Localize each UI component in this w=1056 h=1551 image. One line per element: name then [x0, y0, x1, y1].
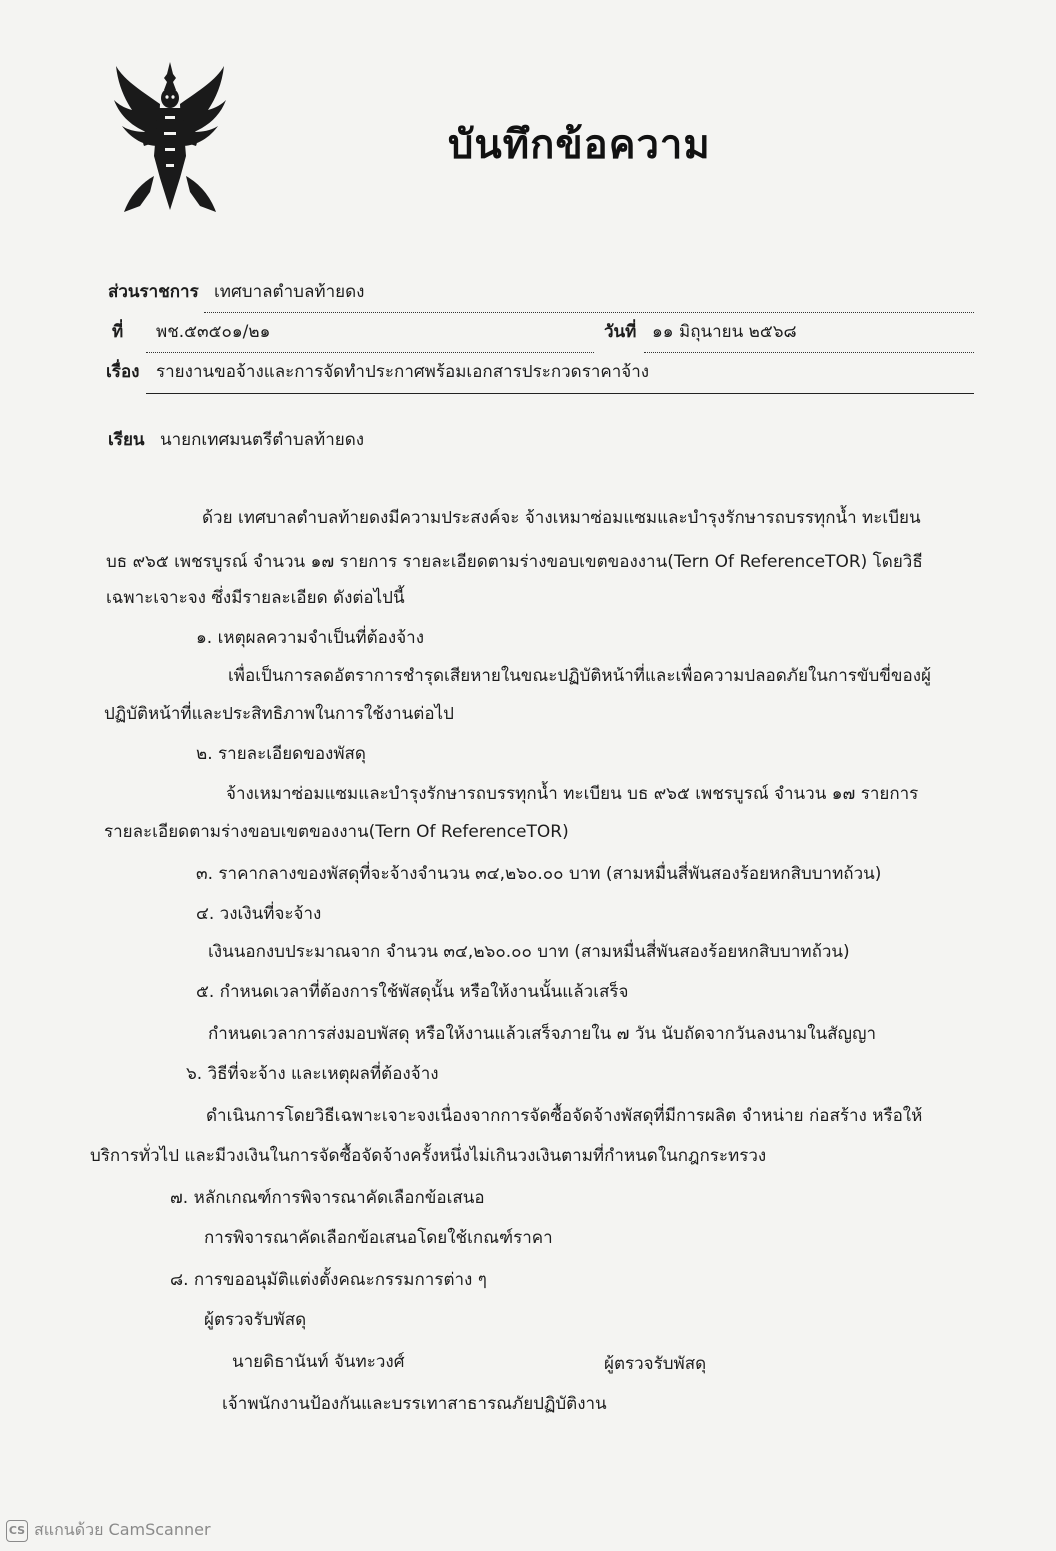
memo-title: บันทึกข้อความ [448, 122, 711, 168]
section-8-person: นายดิธานันท์ จันทะวงศ์ [232, 1352, 405, 1372]
section-1-line-2: ปฏิบัติหน้าที่และประสิทธิภาพในการใช้งานต่อไป [104, 704, 454, 724]
camscanner-logo-icon: CS [6, 1520, 28, 1542]
section-7-heading: ๗. หลักเกณฑ์การพิจารณาคัดเลือกข้อเสนอ [170, 1188, 485, 1208]
subject-line [146, 393, 974, 394]
section-8-role: ผู้ตรวจรับพัสดุ [604, 1354, 707, 1374]
section-1-heading: ๑. เหตุผลความจำเป็นที่ต้องจ้าง [196, 628, 424, 648]
section-8-sub: ผู้ตรวจรับพัสดุ [204, 1310, 307, 1330]
section-8-position: เจ้าพนักงานป้องกันและบรรเทาสาธารณภัยปฏิบัติงาน [222, 1394, 607, 1414]
garuda-emblem-icon [110, 60, 230, 220]
subject-label: เรื่อง [106, 362, 140, 382]
section-3-heading: ๓. ราคากลางของพัสดุที่จะจ้างจำนวน ๓๔,๒๖๐.๐๐ บาท (สามหมื่นสี่พันสองร้อยหกสิบบาทถ้วน) [196, 864, 882, 884]
section-1-line-1: เพื่อเป็นการลดอัตราการชำรุดเสียหายในขณะปฏิบัติหน้าที่และเพื่อความปลอดภัยในการขับขี่ของผู้ [228, 666, 931, 686]
ref-label: ที่ [112, 322, 124, 342]
section-7-line-1: การพิจารณาคัดเลือกข้อเสนอโดยใช้เกณฑ์ราคา [204, 1228, 553, 1248]
camscanner-watermark [6, 1518, 211, 1543]
section-5-heading: ๕. กำหนดเวลาที่ต้องการใช้พัสดุนั้น หรือให้งานนั้นแล้วเสร็จ [196, 982, 629, 1002]
department-value: เทศบาลตำบลท้ายดง [214, 282, 365, 302]
section-6-line-2: บริการทั่วไป และมีวงเงินในการจัดซื้อจัดจ้างครั้งหนึ่งไม่เกินวงเงินตามที่กำหนดในกฎกระทรวง [90, 1146, 767, 1166]
intro-line-1: ด้วย เทศบาลตำบลท้ายดงมีความประสงค์จะ จ้างเหมาซ่อมแซมและบำรุงรักษารถบรรทุกน้ำ ทะเบียน [202, 508, 921, 528]
section-4-line-1: เงินนอกงบประมาณจาก จำนวน ๓๔,๒๖๐.๐๐ บาท (สามหมื่นสี่พันสองร้อยหกสิบบาทถ้วน) [208, 942, 850, 962]
section-2-line-2: รายละเอียดตามร่างขอบเขตของงาน(Tern Of ReferenceTOR) [104, 822, 569, 842]
section-2-line-1: จ้างเหมาซ่อมแซมและบำรุงรักษารถบรรทุกน้ำ ทะเบียน บธ ๙๖๕ เพชรบูรณ์ จำนวน ๑๗ รายการ [226, 784, 919, 804]
section-8-heading: ๘. การขออนุมัติแต่งตั้งคณะกรรมการต่าง ๆ [170, 1270, 487, 1290]
camscanner-text: สแกนด้วย CamScanner [34, 1520, 211, 1539]
section-4-heading: ๔. วงเงินที่จะจ้าง [196, 904, 322, 924]
section-5-line-1: กำหนดเวลาการส่งมอบพัสดุ หรือให้งานแล้วเสร็จภายใน ๗ วัน นับถัดจากวันลงนามในสัญญา [208, 1024, 877, 1044]
subject-value: รายงานขอจ้างและการจัดทำประกาศพร้อมเอกสารประกวดราคาจ้าง [156, 362, 650, 382]
date-line [644, 352, 974, 353]
date-label: วันที่ [604, 322, 637, 342]
intro-line-3: เฉพาะเจาะจง ซึ่งมีรายละเอียด ดังต่อไปนี้ [106, 588, 405, 608]
section-6-heading: ๖. วิธีที่จะจ้าง และเหตุผลที่ต้องจ้าง [186, 1064, 439, 1084]
department-label: ส่วนราชการ [108, 282, 199, 302]
section-6-line-1: ดำเนินการโดยวิธีเฉพาะเจาะจงเนื่องจากการจัดซื้อจัดจ้างพัสดุที่มีการผลิต จำหน่าย ก่อสร้าง หรือให้ [206, 1106, 923, 1126]
section-2-heading: ๒. รายละเอียดของพัสดุ [196, 744, 366, 764]
ref-line [146, 352, 594, 353]
ref-value: พช.๕๓๕๐๑/๒๑ [156, 322, 271, 342]
to-label: เรียน [108, 430, 145, 450]
intro-line-2: บธ ๙๖๕ เพชรบูรณ์ จำนวน ๑๗ รายการ รายละเอียดตามร่างขอบเขตของงาน(Tern Of ReferenceTOR) โดยวิธี [106, 552, 923, 572]
to-value: นายกเทศมนตรีตำบลท้ายดง [160, 430, 365, 450]
date-value: ๑๑ มิถุนายน ๒๕๖๘ [652, 322, 797, 342]
department-line [204, 312, 974, 313]
